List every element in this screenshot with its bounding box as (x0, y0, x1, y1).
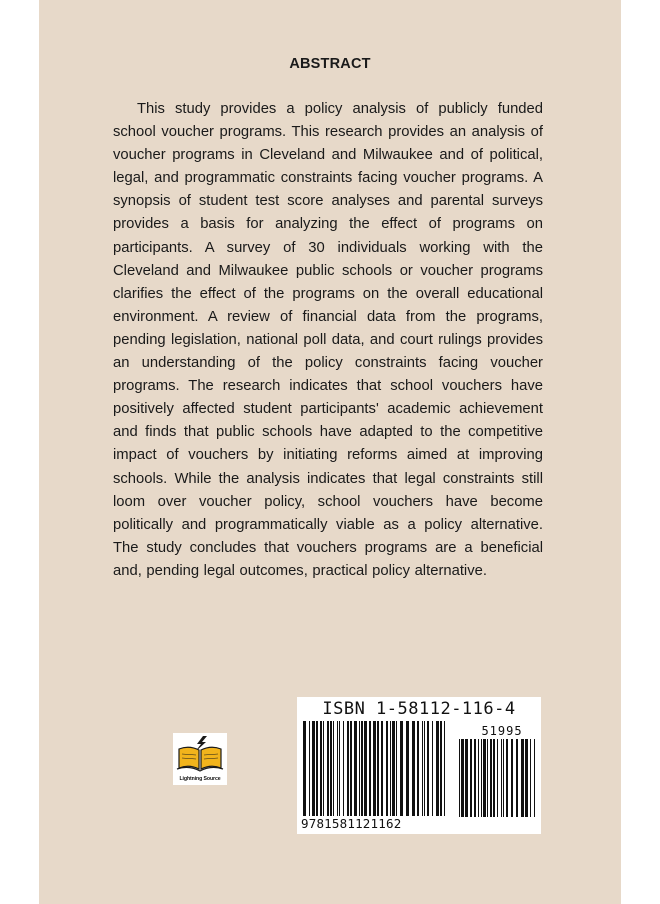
barcode-bars (297, 697, 541, 834)
publisher-logo (173, 733, 227, 785)
isbn-barcode (297, 697, 541, 834)
price-code: 51995 (481, 724, 523, 738)
ean-digits: 9781581121162 (301, 816, 449, 831)
publisher-name: Lightning Source (179, 776, 221, 782)
abstract-body: This study provides a policy analysis of publicly funded school voucher programs. This research provides an analysis of voucher programs in Cleveland and Milwaukee and of political, legal, and programmatic constraints facing voucher programs. A synopsis of student test score analyses and parental surveys provides a basis for analyzing the effect of programs on participants. A survey of 30 individuals working with the Cleveland and Milwaukee public schools or voucher programs clarifies the effect of the programs on the overall educational environment. A review of financial data from the programs, pending legislation, national poll data, and court rulings provides an understanding of the policy constraints facing voucher programs. The research indicates that school vouchers have positively affected student participants' academic achievement and finds that public schools have adapted to the competitive impact of vouchers by initiating reforms aimed at improving schools. While the analysis indicates that legal constraints still loom over voucher policy, school vouchers have become politically and programmatically viable as a policy alternative. The study concludes that vouchers programs are a beneficial and, pending legal outcomes, practical policy alternative. (113, 101, 543, 579)
book-back-cover (39, 0, 621, 904)
open-book-lightning-icon (173, 733, 227, 775)
abstract-heading: ABSTRACT (289, 56, 371, 72)
isbn-label: ISBN 1-58112-116-4 (322, 699, 516, 719)
